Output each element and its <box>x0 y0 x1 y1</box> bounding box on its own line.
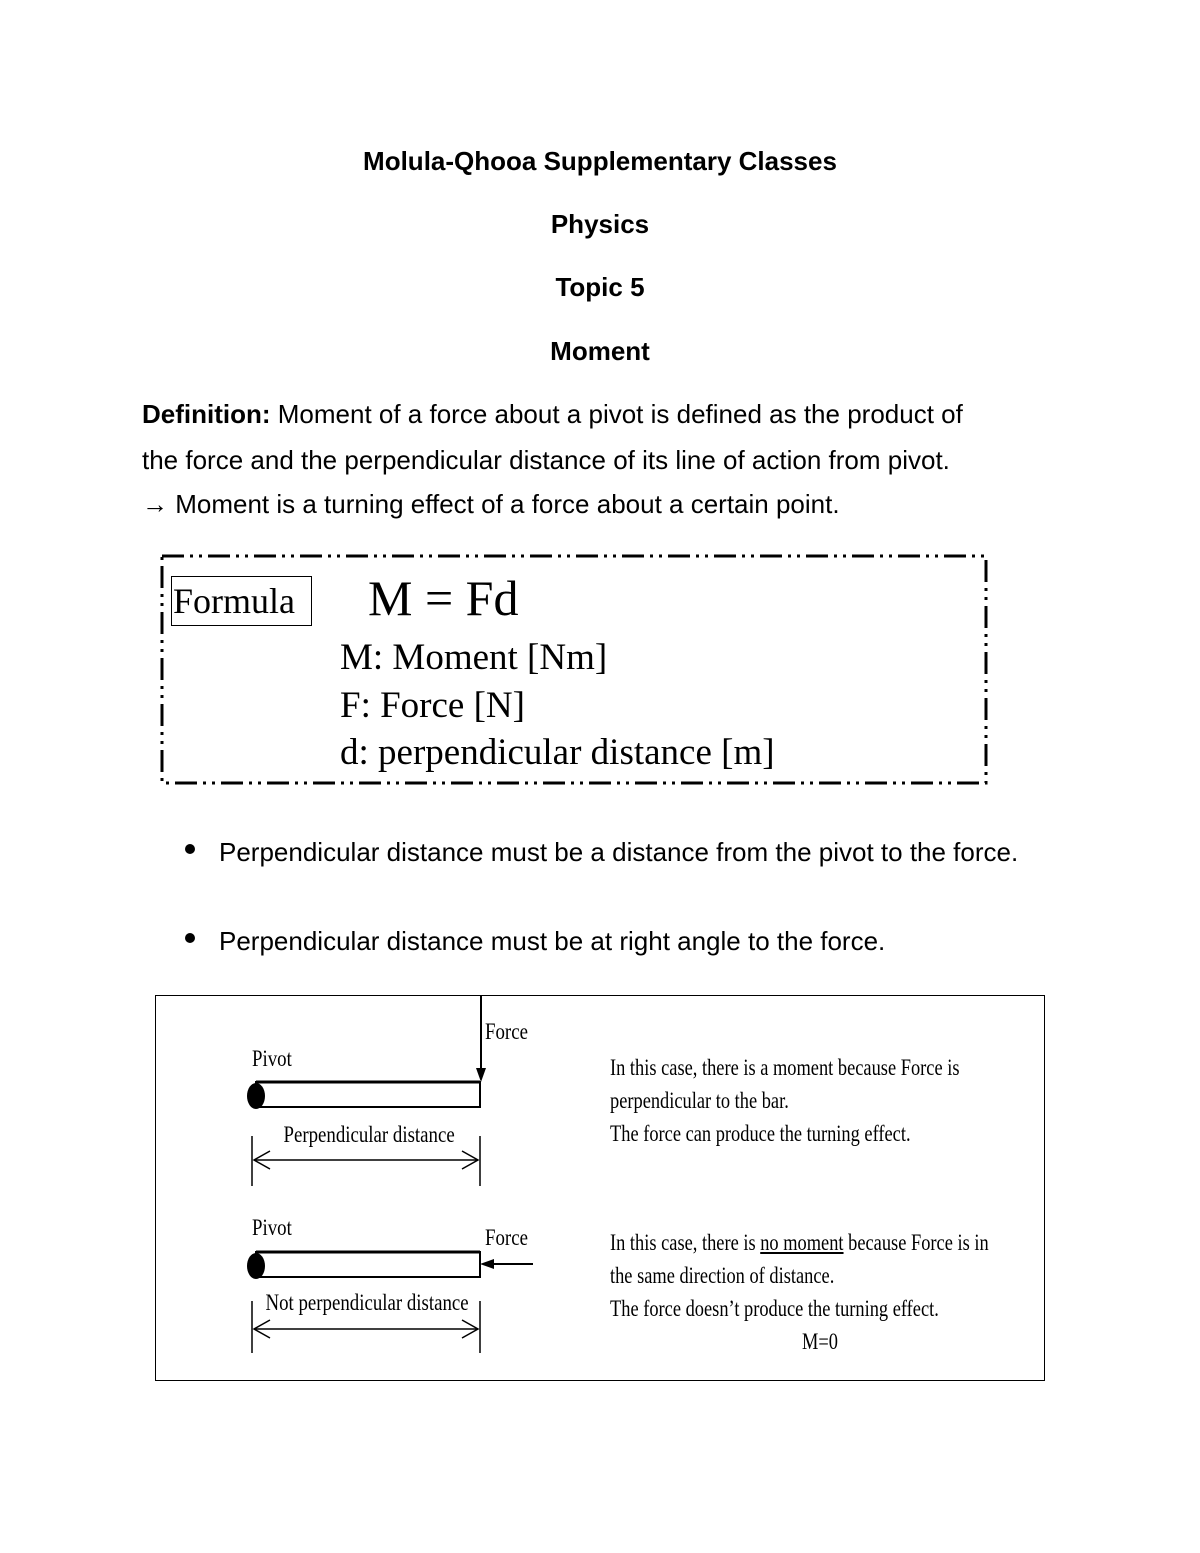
case1-line1: In this case, there is a moment because Force is <box>610 1055 960 1080</box>
definition-arrow-note: → Moment is a turning effect of a force about a certain point. <box>142 489 840 519</box>
case1-line2: perpendicular to the bar. <box>610 1088 789 1113</box>
case2-result: M=0 <box>802 1329 838 1354</box>
school-name: Molula-Qhooa Supplementary Classes <box>363 146 837 176</box>
case2-line1-post: because Force is in <box>843 1230 989 1255</box>
case2-pivot-label: Pivot <box>252 1215 292 1240</box>
definition-label: Definition: <box>142 399 271 429</box>
subject-title: Physics <box>550 209 650 239</box>
bullet-text: Perpendicular distance must be a distance from the pivot to the force. <box>219 837 1019 867</box>
formula-equation: M = Fd <box>368 570 519 626</box>
case2-line1 <box>610 1226 989 1259</box>
bullet-icon <box>185 933 195 943</box>
bullet-icon <box>185 844 195 854</box>
definition-paragraph <box>142 399 963 430</box>
formula-def-moment: M: Moment [Nm] <box>340 637 608 678</box>
case2-no-moment-text: no moment <box>760 1230 844 1255</box>
moment-diagram <box>155 995 1045 1381</box>
formula-label: Formula <box>171 576 312 626</box>
formula-def-distance: d: perpendicular distance [m] <box>340 732 775 773</box>
case2-line3: The force doesn’t produce the turning effect. <box>610 1296 939 1321</box>
case2-bar <box>256 1252 480 1277</box>
page-title: Moment <box>550 336 650 366</box>
case1-explanation <box>610 1051 959 1150</box>
case1-force-arrowhead-icon <box>476 1068 486 1082</box>
formula-def-force: F: Force [N] <box>340 685 525 726</box>
case1-distance-label: Perpendicular distance <box>281 1122 457 1148</box>
case2-line2: the same direction of distance. <box>610 1263 835 1288</box>
case2-force-arrowhead-icon <box>480 1259 494 1269</box>
definition-text-line1: Moment of a force about a pivot is defined as the product of <box>270 399 963 429</box>
case1-bar <box>256 1082 480 1107</box>
definition-text-line2: the force and the perpendicular distance of its line of action from pivot. <box>142 445 950 475</box>
case2-line1-pre: In this case, there is <box>610 1230 761 1255</box>
case2-distance-label: Not perpendicular distance <box>263 1290 471 1316</box>
case1-line3: The force can produce the turning effect. <box>610 1121 911 1146</box>
case2-explanation <box>610 1226 989 1358</box>
case1-figure <box>247 996 486 1186</box>
case2-force-label: Force <box>485 1225 528 1250</box>
case2-pivot-icon <box>247 1253 265 1279</box>
bullet-text: Perpendicular distance must be at right angle to the force. <box>219 926 886 956</box>
case1-pivot-label: Pivot <box>252 1046 292 1071</box>
case1-force-label: Force <box>485 1019 528 1044</box>
topic-number: Topic 5 <box>555 272 645 302</box>
case1-pivot-icon <box>247 1083 265 1109</box>
